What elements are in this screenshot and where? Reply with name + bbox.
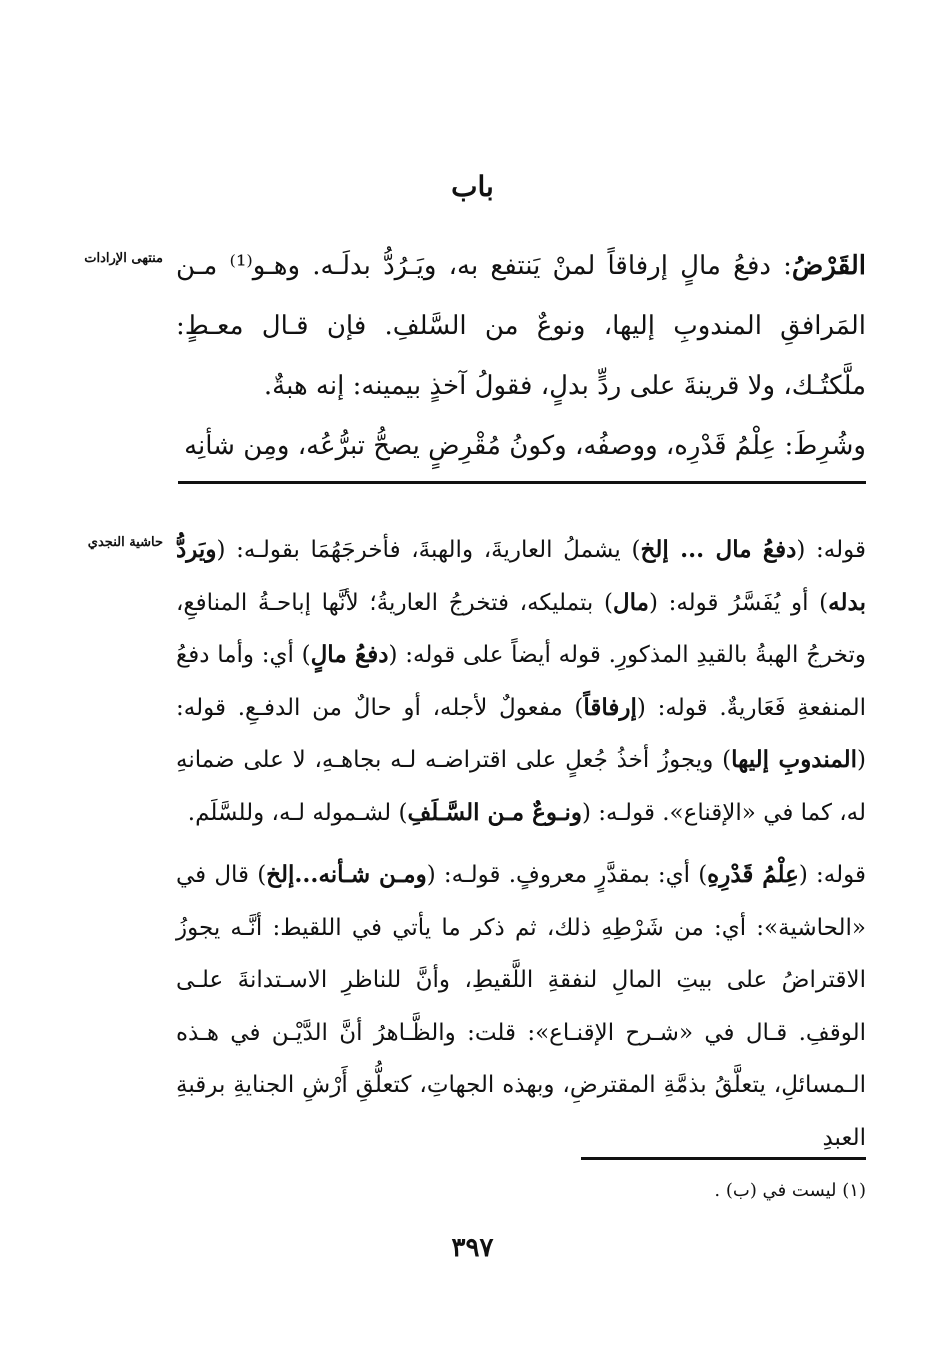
commentary-run: ) لشـموله لـه، وللسَّلَم. xyxy=(187,799,408,826)
main-text xyxy=(176,236,866,476)
commentary-run: قوله: ( xyxy=(796,537,867,563)
commentary-run: ) أي: بمقدَّرٍ معروفٍ. قولـه: ( xyxy=(426,862,708,888)
quoted-term: المندوبِ إليها xyxy=(731,746,858,773)
quoted-term: إرفاقاً xyxy=(583,693,637,721)
defined-term: القَرْضُ xyxy=(791,251,866,281)
quoted-term: عِلْمُ قَدْرِهِ xyxy=(707,861,799,888)
quoted-term: مال xyxy=(612,588,649,616)
commentary-run: ) ويجوزُ أخذُ جُعلٍ على اقتراضـه لـه بجاهـهِ، لا على ضمانهِ له، كما في «الإقناع». قولـه: ( xyxy=(176,747,866,826)
commentary-run: ) أو يُفَسَّرُ قوله: ( xyxy=(648,589,829,616)
main-paragraph-1 xyxy=(176,236,866,416)
commentary-run: ) يشملُ العاريةَ، والهبةَ، فأخرجَهُمَا بقولـه: ( xyxy=(216,537,641,563)
commentary-paragraph-2 xyxy=(176,849,866,1164)
quoted-term: ومـن شـأنه...إلخ xyxy=(266,861,427,888)
commentary-run: ) بتمليكه، فتخرجُ العاريةُ؛ لأنَّها إباحـةُ المنافعِ، وتخرجُ الهبةُ بالقيدِ المذكورِ. قوله أيضاً على قوله: ( xyxy=(176,589,866,668)
page-number: ٣٩٧ xyxy=(451,1233,494,1263)
commentary-run: ) مفعولٌ لأجله، أو حالٌ من الدفـعِ. قوله: ( xyxy=(176,694,866,773)
commentary-paragraph-1 xyxy=(176,524,866,839)
footnote: (١) ليست في (ب) . xyxy=(714,1180,866,1201)
commentary-run: قوله: ( xyxy=(798,862,866,888)
quoted-term: دفعُ مالٍ xyxy=(310,641,389,668)
chapter-title: باب xyxy=(451,170,494,203)
main-paragraph-2: وشُرِطَ: عِلْمُ قَدْرِه، ووصفُه، وكونُ مُقْرِضٍ يصحُّ تبرُّعُه، ومِن شأنِه xyxy=(184,431,866,461)
footnote-separator xyxy=(581,1157,866,1160)
quoted-term: ونـوعٌ مـن السَّـلَفِ xyxy=(407,798,582,826)
side-label-muntaha: منتهى الإرادات xyxy=(84,251,163,266)
main-text-separator xyxy=(178,481,866,484)
commentary-text xyxy=(176,524,866,1164)
side-label-hashiya: حاشية النجدي xyxy=(87,535,163,550)
quoted-term: ويَردُّ بدله xyxy=(176,536,866,616)
definition-text: : دفعُ مالٍ إرفاقاً لمنْ يَنتفع به، ويَـرُدُّ بدلَـه. وهـو⁽¹⁾ مـن المَرافقِ المندوبِ إليها، ونوعٌ من السَّلفِ. فإن قـال معـطٍ: ملَّكتُـك، ولا قرينةَ على ردٍّ بدلٍ، فقولُ آخذٍ بيمينه: إنه هبةٌ. xyxy=(176,251,866,401)
quoted-term: دفعُ مال ... إلخ xyxy=(640,536,797,563)
commentary-run: ) قال في «الحاشية»: أي: من شَرْطِهِ ذلك، ثم ذكر ما يأتي في اللقيط: أنَّـه يجوزُ الاقتراضُ على بيتِ المالِ لنفقةِ اللَّقيطِ، وأنَّ للناظرِ الاسـتدانةَ علـى الوقفِ. قـال في «شـرح الإقنـاع»: قلت: والظَّـاهرُ أنَّ الدَّيْـن في هـذه الـمسائلِ، يتعلَّقُ بذمَّةِ المقترضِ، وبهذه الجهاتِ، كتعلُّقِ أَرْشِ الجنايةِ برقبةِ العبدِ xyxy=(176,862,866,1151)
commentary-run: ) أي: وأما دفعُ المنفعةِ فَعَاريةٌ. قوله: ( xyxy=(176,642,866,721)
